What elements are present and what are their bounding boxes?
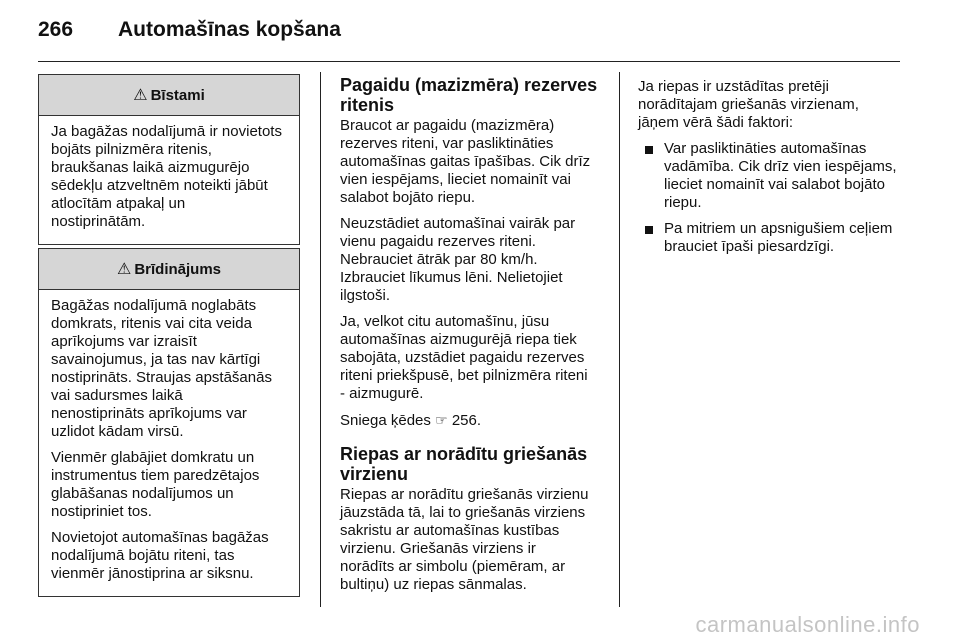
text-line: aprīkojums var izraisīt [51,333,197,350]
cross-reference [340,411,610,430]
text-line: Pa mitriem un apsnigušiem ceļiem [664,220,893,237]
section-heading-directional-tyres [340,444,610,484]
text-line: vienu pagaidu rezerves riteni. [340,233,536,250]
text-line: Nebrauciet ātrāk par 80 km/h. [340,251,538,268]
text-line: Braucot ar pagaidu (mazizmēra) [340,117,555,134]
body-paragraph [340,215,610,305]
danger-text [51,123,289,231]
text-line: braukšanas laikā aizmugurējo [51,159,250,176]
text-line: atlocītām atpakaļ un [51,195,186,212]
section-heading-spare-wheel [340,75,610,115]
text-line: sēdekļu atzveltnēm noteikti jābūt [51,177,268,194]
chapter-title: Automašīnas kopšana [118,18,341,41]
right-column [638,78,908,264]
text-line: vadāmība. Cik drīz vien iespējams, [664,158,897,175]
text-line: nostiprināts. Straujas apstāšanās [51,369,272,386]
text-line: lieciet nomainīt vai salabot bojāto [664,176,885,193]
page-reference-icon: ☞ [435,412,448,428]
text-line: automašīnas aizmugurējā riepa tiek [340,331,577,348]
danger-box-body [39,116,299,244]
header-rule [38,61,900,62]
danger-box-header [39,75,299,116]
text-line: nostiprinātām. [51,213,146,230]
text-line: bojāts pilnizmēra ritenis, [51,141,212,158]
text-line: vai sadursmes laikā [51,387,183,404]
text-line: jāuzstāda tā, lai to griešanās virziens [340,504,586,521]
heading-line: Riepas ar norādītu griešanās [340,444,588,464]
text-line: ilgstoši. [340,287,391,304]
text-line: Ja riepas ir uzstādītas pretēji [638,78,829,95]
text-line: nenostiprināts aprīkojums var [51,405,247,422]
bullet-item [638,220,908,256]
text-line: Izbrauciet līkumus lēni. Nelietojiet [340,269,563,286]
text-line: Bagāžas nodalījumā noglabāts [51,297,257,314]
bullet-square-icon [645,226,653,234]
text-line: nostipriniet tos. [51,503,152,520]
caution-paragraph [51,449,289,521]
warning-triangle-icon: ⚠ [133,87,148,104]
danger-box [38,74,300,245]
caution-box-title: Brīdinājums [134,260,222,278]
text-line: riepu. [664,194,702,211]
text-line: Vienmēr glabājiet domkratu un [51,449,255,466]
body-paragraph [340,117,610,207]
reference-page[interactable]: 256. [451,412,482,429]
caution-box-body [39,290,299,596]
text-line: virzienu. Griešanās virziens ir [340,540,536,557]
text-line: norādīts ar simbolu (piemēram, ar [340,558,566,575]
text-line: Ja bagāžas nodalījumā ir novietots [51,123,282,140]
text-line: Var pasliktināties automašīnas [664,140,867,157]
middle-column [340,75,610,602]
text-line: bultiņu) uz riepas sānmalas. [340,576,527,593]
heading-line: virzienu [340,464,409,484]
text-line: jāņem vērā šādi faktori: [638,114,794,131]
text-line: sabojāta, uzstādiet pagaidu rezerves [340,349,585,366]
heading-line: Pagaidu (mazizmēra) rezerves [340,75,598,95]
text-line: riteni priekšpusē, bet pilnizmēra riteni [340,367,588,384]
page-header [38,17,920,43]
caution-paragraph [51,529,289,583]
column-divider-right [619,72,620,607]
text-line: instrumentus tiem paredzētajos [51,467,260,484]
bullet-item [638,140,908,212]
text-line: uzlidot kādam virsū. [51,423,184,440]
text-line: sakristu ar automašīnas kustības [340,522,560,539]
heading-line: ritenis [340,95,395,115]
body-paragraph [638,78,908,132]
text-line: vien iespējams, lieciet nomainīt vai [340,171,571,188]
bullet-square-icon [645,146,653,154]
column-divider-left [320,72,321,607]
text-line: nodalījumā bojātu riteni, tas [51,547,235,564]
text-line: salabot bojāto riepu. [340,189,476,206]
danger-box-title: Bīstami [150,86,205,104]
text-line: norādītajam griešanās virzienam, [638,96,859,113]
text-line: Riepas ar norādītu griešanās virzienu [340,486,589,503]
caution-box [38,248,300,597]
reference-text: Sniega ķēdes [340,412,431,429]
text-line: glabāšanas nodalījumos un [51,485,234,502]
text-line: savainojumus, ja tas nav kārtīgi [51,351,261,368]
caution-paragraph [51,297,289,441]
body-paragraph [340,313,610,403]
caution-box-header [39,249,299,290]
text-line: rezerves riteni, var pasliktināties [340,135,554,152]
text-line: Novietojot automašīnas bagāžas [51,529,269,546]
text-line: Neuzstādiet automašīnai vairāk par [340,215,576,232]
warning-triangle-icon: ⚠ [116,261,132,278]
text-line: vienmēr jānostiprina ar siksnu. [51,565,254,582]
text-line: - aizmugurē. [340,385,424,402]
text-line: domkrats, ritenis vai cita veida [51,315,252,332]
text-line: automašīnas gaitas īpašības. Cik drīz [340,153,591,170]
body-paragraph [340,486,610,594]
page-number: 266 [38,18,74,41]
watermark: carmanualsonline.info [695,612,920,637]
text-line: Ja, velkot citu automašīnu, jūsu [340,313,550,330]
text-line: brauciet īpaši piesardzīgi. [664,238,835,255]
